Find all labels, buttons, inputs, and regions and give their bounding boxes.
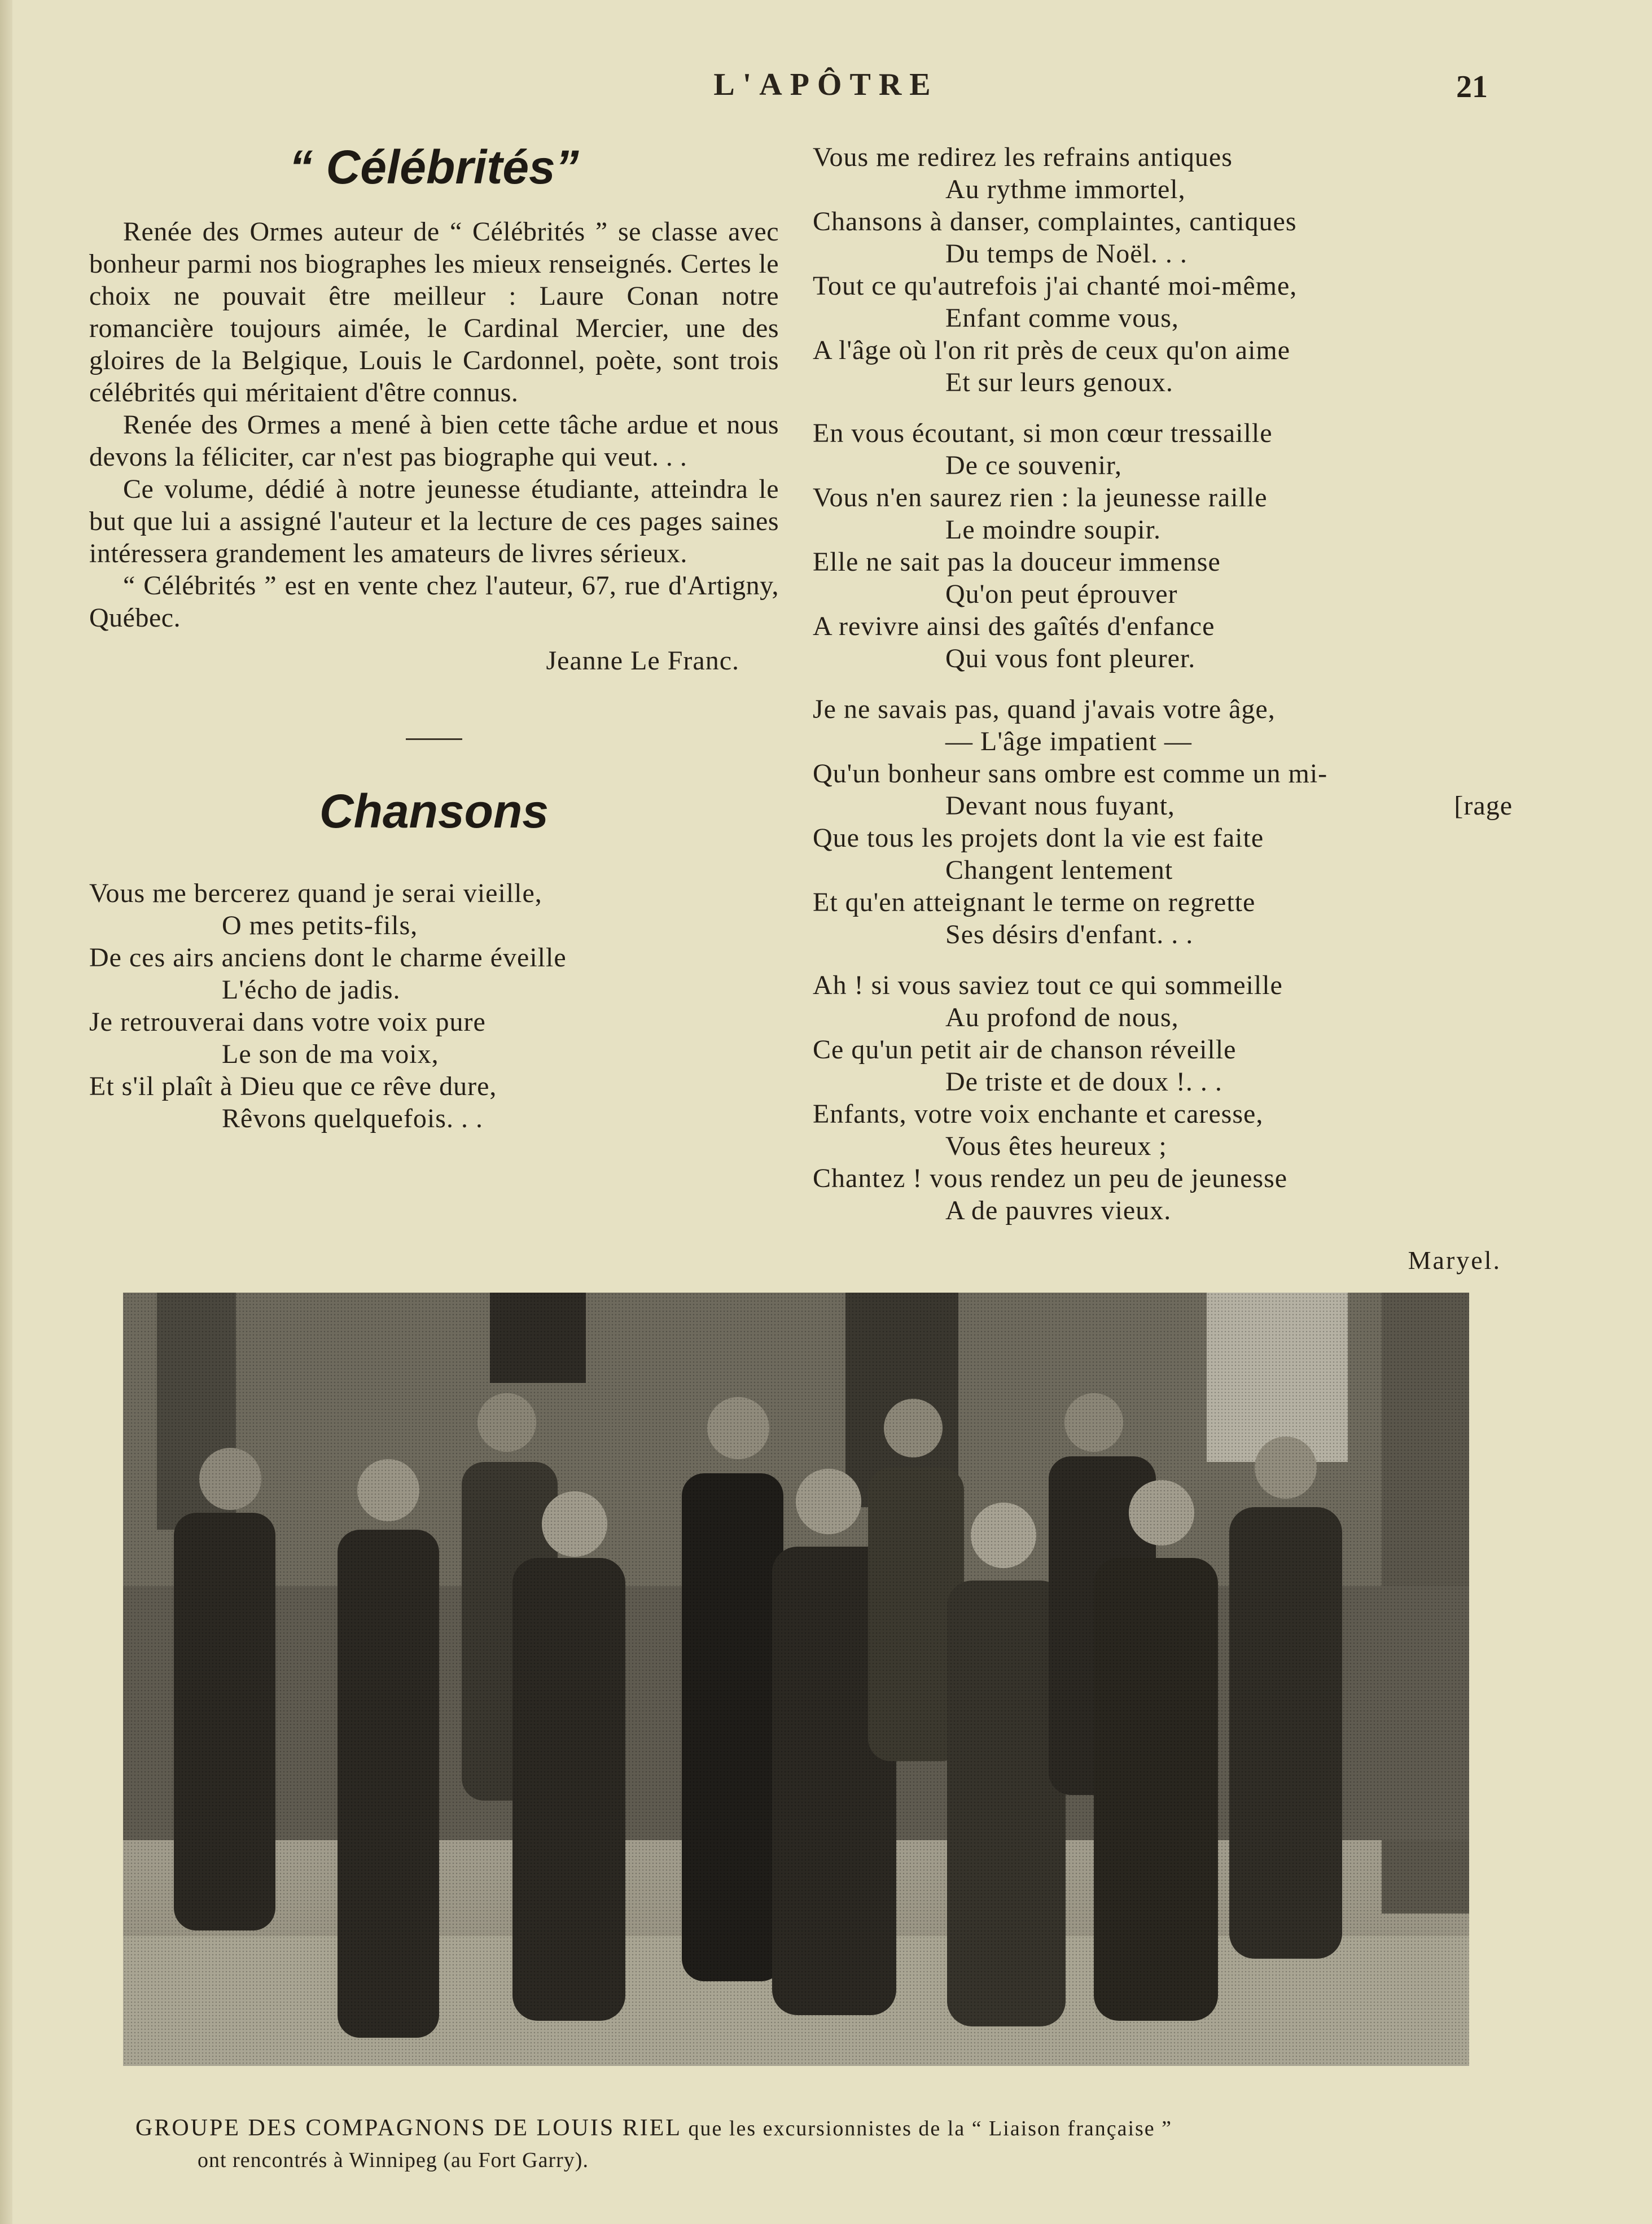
poem-line-text: Et sur leurs genoux. bbox=[945, 367, 1173, 397]
poem-line-text: Et s'il plaît à Dieu que ce rêve dure, bbox=[89, 1071, 497, 1101]
poem-line bbox=[813, 725, 1518, 758]
poem-line bbox=[89, 909, 779, 942]
poem-line bbox=[813, 1130, 1518, 1162]
poem-line bbox=[813, 969, 1518, 1001]
poem-line-text: Ses désirs d'enfant. . . bbox=[945, 920, 1194, 949]
poem-line bbox=[813, 417, 1518, 449]
page-number: 21 bbox=[1456, 69, 1488, 104]
poem-line-text: Du temps de Noël. . . bbox=[945, 239, 1187, 269]
poem-stanza bbox=[89, 877, 779, 1135]
poem-line bbox=[813, 758, 1518, 790]
poem-line bbox=[813, 1098, 1518, 1130]
poem-line-text: Elle ne sait pas la douceur immense bbox=[813, 547, 1221, 577]
poem-line-text: Vous n'en saurez rien : la jeunesse raille bbox=[813, 483, 1268, 513]
poem-line bbox=[813, 1034, 1518, 1066]
poem-line-text: Qu'un bonheur sans ombre est comme un mi- bbox=[813, 759, 1328, 789]
poem-line-text: Ce qu'un petit air de chanson réveille bbox=[813, 1035, 1237, 1065]
poem-line bbox=[813, 302, 1518, 334]
poem-line bbox=[813, 205, 1518, 238]
poem-line bbox=[813, 514, 1518, 546]
poem-line-text: De ces airs anciens dont le charme éveille bbox=[89, 942, 567, 973]
poem-line bbox=[813, 173, 1518, 205]
poem-line bbox=[813, 141, 1518, 173]
poem-line-text: Le son de ma voix, bbox=[222, 1039, 439, 1069]
poem-line-text: Que tous les projets dont la vie est faite bbox=[813, 823, 1264, 853]
caption-line-2: ont rencontrés à Winnipeg (au Fort Garry). bbox=[198, 2148, 589, 2172]
poem-line bbox=[813, 578, 1518, 610]
poem-line-text: Enfant comme vous, bbox=[945, 303, 1179, 333]
group-photograph bbox=[123, 1293, 1469, 2066]
poem-line-text: Rêvons quelquefois. . . bbox=[222, 1103, 483, 1133]
poem-line-text: Qui vous font pleurer. bbox=[945, 643, 1196, 673]
poem-line-text: O mes petits-fils, bbox=[222, 910, 418, 940]
poem-line-text: Vous me redirez les refrains antiques bbox=[813, 142, 1233, 172]
celebrites-title: “ Célébrités” bbox=[289, 141, 579, 194]
poem-line-text: Changent lentement bbox=[945, 855, 1173, 885]
poem-line bbox=[813, 366, 1518, 399]
poem-line-text: De ce souvenir, bbox=[945, 450, 1122, 480]
poem-line bbox=[89, 1102, 779, 1135]
poem-line bbox=[813, 854, 1518, 886]
poem-line bbox=[813, 1066, 1518, 1098]
left-column bbox=[89, 141, 779, 1153]
article-paragraph: Renée des Ormes a mené à bien cette tâche ardue et nous devons la féliciter, car n'est pas biographe qui veut. . . bbox=[89, 410, 779, 472]
poem-line-text: Et qu'en atteignant le terme on regrette bbox=[813, 887, 1256, 917]
poem-line bbox=[89, 1038, 779, 1070]
poem-line-text: En vous écoutant, si mon cœur tressaille bbox=[813, 418, 1273, 448]
photo-illustration bbox=[123, 1293, 1469, 2066]
poem-line-text: Je ne savais pas, quand j'avais votre âge, bbox=[813, 694, 1276, 724]
chansons-title: Chansons bbox=[319, 785, 549, 838]
running-head: L'APÔTRE bbox=[713, 67, 939, 102]
article-paragraph: “ Célébrités ” est en vente chez l'auteur, 67, rue d'Artigny, Québec. bbox=[89, 571, 779, 633]
poem-line bbox=[813, 822, 1518, 854]
poem-line-text: Le moindre soupir. bbox=[945, 515, 1161, 545]
poem-signature: Maryel. bbox=[1408, 1246, 1501, 1275]
poem-line bbox=[813, 790, 1518, 822]
poem-stanza bbox=[813, 969, 1518, 1227]
poem-line bbox=[813, 334, 1518, 366]
article-signature: Jeanne Le Franc. bbox=[546, 646, 739, 676]
poem-line bbox=[89, 974, 779, 1006]
poem-line bbox=[813, 642, 1518, 675]
poem-line-continuation: [rage bbox=[1454, 791, 1513, 821]
section-divider bbox=[406, 738, 462, 740]
poem-line-text: A revivre ainsi des gaîtés d'enfance bbox=[813, 611, 1215, 641]
poem-left bbox=[89, 877, 779, 1135]
poem-line-text: A de pauvres vieux. bbox=[945, 1196, 1172, 1225]
poem-line-text: Qu'on peut éprouver bbox=[945, 579, 1178, 609]
photo-caption bbox=[135, 2112, 1490, 2176]
poem-line-text: L'écho de jadis. bbox=[222, 974, 401, 1005]
caption-text: que les excursionnistes de la “ Liaison française ” bbox=[688, 2117, 1173, 2140]
poem-line bbox=[813, 1001, 1518, 1034]
poem-line-text: Chantez ! vous rendez un peu de jeunesse bbox=[813, 1163, 1288, 1193]
poem-line-text: Enfants, votre voix enchante et caresse, bbox=[813, 1099, 1264, 1129]
poem-line bbox=[813, 449, 1518, 481]
poem-line-text: Vous me bercerez quand je serai vieille, bbox=[89, 878, 542, 908]
poem-line bbox=[813, 1194, 1518, 1227]
poem-line bbox=[813, 693, 1518, 725]
poem-line bbox=[89, 1070, 779, 1102]
article-paragraph: Ce volume, dédié à notre jeunesse étudiante, atteindra le but que lui a assigné l'auteur et la lecture de ces pages saines intéressera grandement les amateurs de livres sérieux. bbox=[89, 474, 779, 569]
poem-line-text: Je retrouverai dans votre voix pure bbox=[89, 1006, 486, 1037]
poem-stanza bbox=[813, 417, 1518, 675]
poem-line-text: — L'âge impatient — bbox=[945, 726, 1192, 756]
poem-line-text: Tout ce qu'autrefois j'ai chanté moi-même, bbox=[813, 271, 1298, 301]
poem-line bbox=[813, 918, 1518, 951]
poem-line-text: Vous êtes heureux ; bbox=[945, 1131, 1167, 1161]
poem-stanza bbox=[813, 693, 1518, 951]
poem-line bbox=[813, 610, 1518, 642]
caption-title: GROUPE DES COMPAGNONS DE LOUIS RIEL bbox=[135, 2115, 682, 2141]
poem-line bbox=[89, 877, 779, 909]
poem-line bbox=[89, 1006, 779, 1038]
poem-line bbox=[813, 546, 1518, 578]
celebrites-article bbox=[89, 216, 779, 634]
poem-stanza bbox=[813, 141, 1518, 399]
right-column bbox=[813, 141, 1518, 1275]
poem-line bbox=[813, 1162, 1518, 1194]
page-edge bbox=[0, 0, 12, 2224]
poem-line-text: Devant nous fuyant, bbox=[945, 791, 1175, 821]
poem-line bbox=[813, 481, 1518, 514]
poem-line-text: De triste et de doux !. . . bbox=[945, 1067, 1222, 1097]
poem-line-text: A l'âge où l'on rit près de ceux qu'on aime bbox=[813, 335, 1291, 365]
poem-line-text: Au rythme immortel, bbox=[945, 174, 1186, 204]
poem-line-text: Ah ! si vous saviez tout ce qui sommeille bbox=[813, 970, 1283, 1000]
poem-line-text: Chansons à danser, complaintes, cantiques bbox=[813, 207, 1297, 237]
poem-line-text: Au profond de nous, bbox=[945, 1002, 1179, 1032]
poem-line bbox=[813, 886, 1518, 918]
poem-right bbox=[813, 141, 1518, 1227]
poem-line bbox=[813, 270, 1518, 302]
article-paragraph: Renée des Ormes auteur de “ Célébrités ” se classe avec bonheur parmi nos biographes les mieux renseignés. Certes le choix ne pouvait être meilleur : Laure Conan notre romancière toujours aimée, le Cardinal Mercier, une des gloires de la Belgique, Louis le Cardonnel, poète, sont trois célébrités qui méritaient d'être connus. bbox=[89, 217, 779, 408]
poem-line bbox=[89, 942, 779, 974]
poem-line bbox=[813, 238, 1518, 270]
